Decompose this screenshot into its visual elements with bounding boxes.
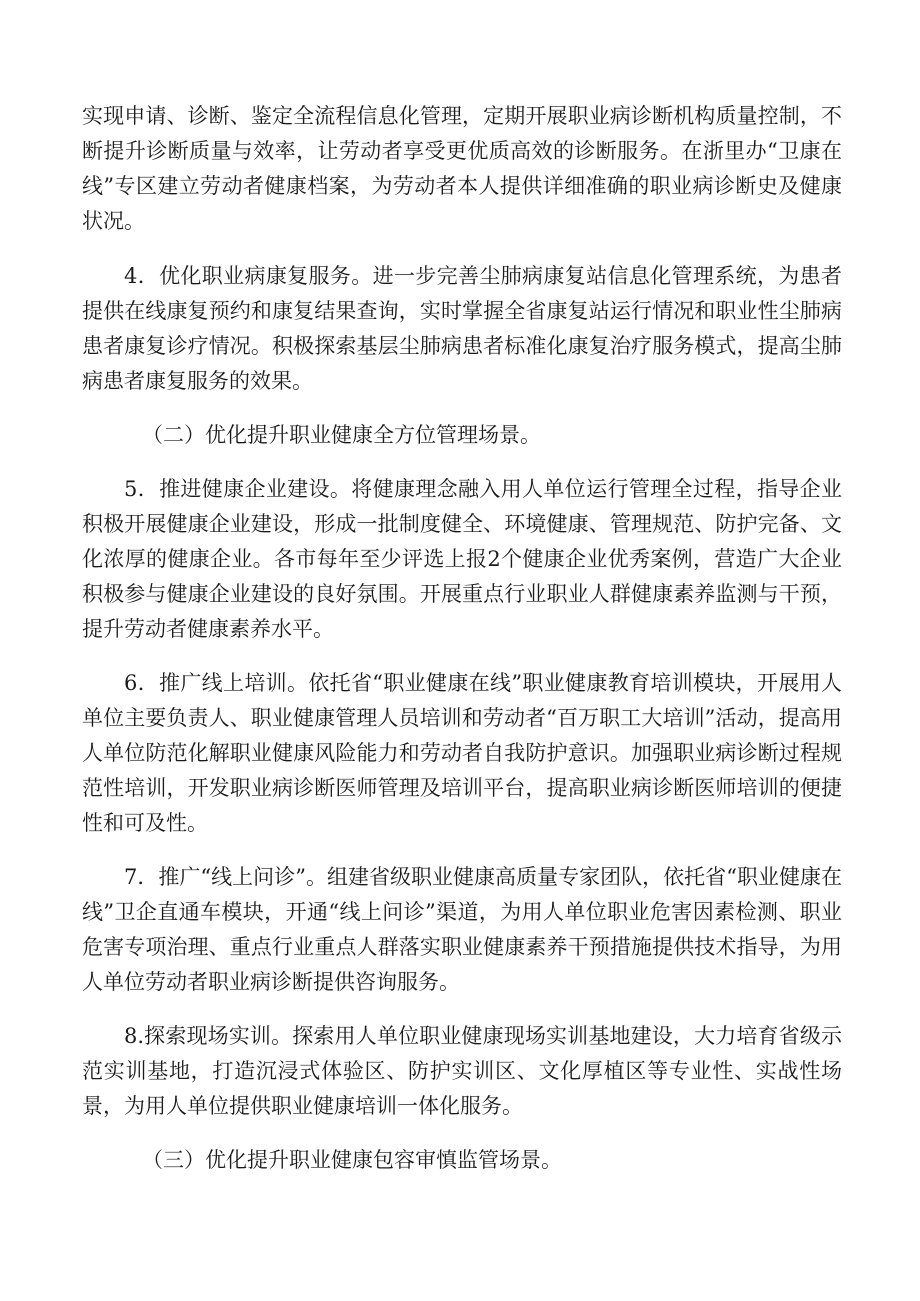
paragraph-continuation: 实现申请、诊断、鉴定全流程信息化管理，定期开展职业病诊断机构质量控制，不断提升诊断质量与效率，让劳动者享受更优质高效的诊断服务。在浙里办“卫康在线”专区建立劳动者健康档案，为劳动者本人提供详细准确的职业病诊断史及健康状况。	[82, 104, 842, 233]
paragraph-item-4: 4．优化职业病康复服务。进一步完善尘肺病康复站信息化管理系统，为患者提供在线康复预约和康复结果查询，实时掌握全省康复站运行情况和职业性尘肺病患者康复诊疗情况。积极探索基层尘肺病患者标准化康复治疗服务模式，提高尘肺病患者康复服务的效果。	[82, 264, 842, 393]
document-body	[82, 99, 842, 1178]
paragraph-item-5: 5．推进健康企业建设。将健康理念融入用人单位运行管理全过程，指导企业积极开展健康企业建设，形成一批制度健全、环境健康、管理规范、防护完备、文化浓厚的健康企业。各市每年至少评选上报2个健康企业优秀案例，营造广大企业积极参与健康企业建设的良好氛围。开展重点行业职业人群健康素养监测与干预，提升劳动者健康素养水平。	[82, 477, 842, 641]
paragraph-item-7: 7．推广“线上问诊”。组建省级职业健康高质量专家团队，依托省“职业健康在线”卫企直通车模块，开通“线上问诊”渠道，为用人单位职业危害因素检测、职业危害专项治理、重点行业重点人群落实职业健康素养干预措施提供技术指导，为用人单位劳动者职业病诊断提供咨询服务。	[82, 865, 842, 994]
section-heading-3: （三）优化提升职业健康包容审慎监管场景。	[142, 1148, 562, 1172]
paragraph-item-8: 8.探索现场实训。探索用人单位职业健康现场实训基地建设，大力培育省级示范实训基地，打造沉浸式体验区、防护实训区、文化厚植区等专业性、实战性场景，为用人单位提供职业健康培训一体化服务。	[82, 1024, 842, 1118]
paragraph-item-6: 6．推广线上培训。依托省“职业健康在线”职业健康教育培训模块，开展用人单位主要负责人、职业健康管理人员培训和劳动者“百万职工大培训”活动，提高用人单位防范化解职业健康风险能力和劳动者自我防护意识。加强职业病诊断过程规范性培训，开发职业病诊断医师管理及培训平台，提高职业病诊断医师培训的便捷性和可及性。	[82, 671, 842, 835]
section-heading-2: （二）优化提升职业健康全方位管理场景。	[142, 423, 541, 447]
